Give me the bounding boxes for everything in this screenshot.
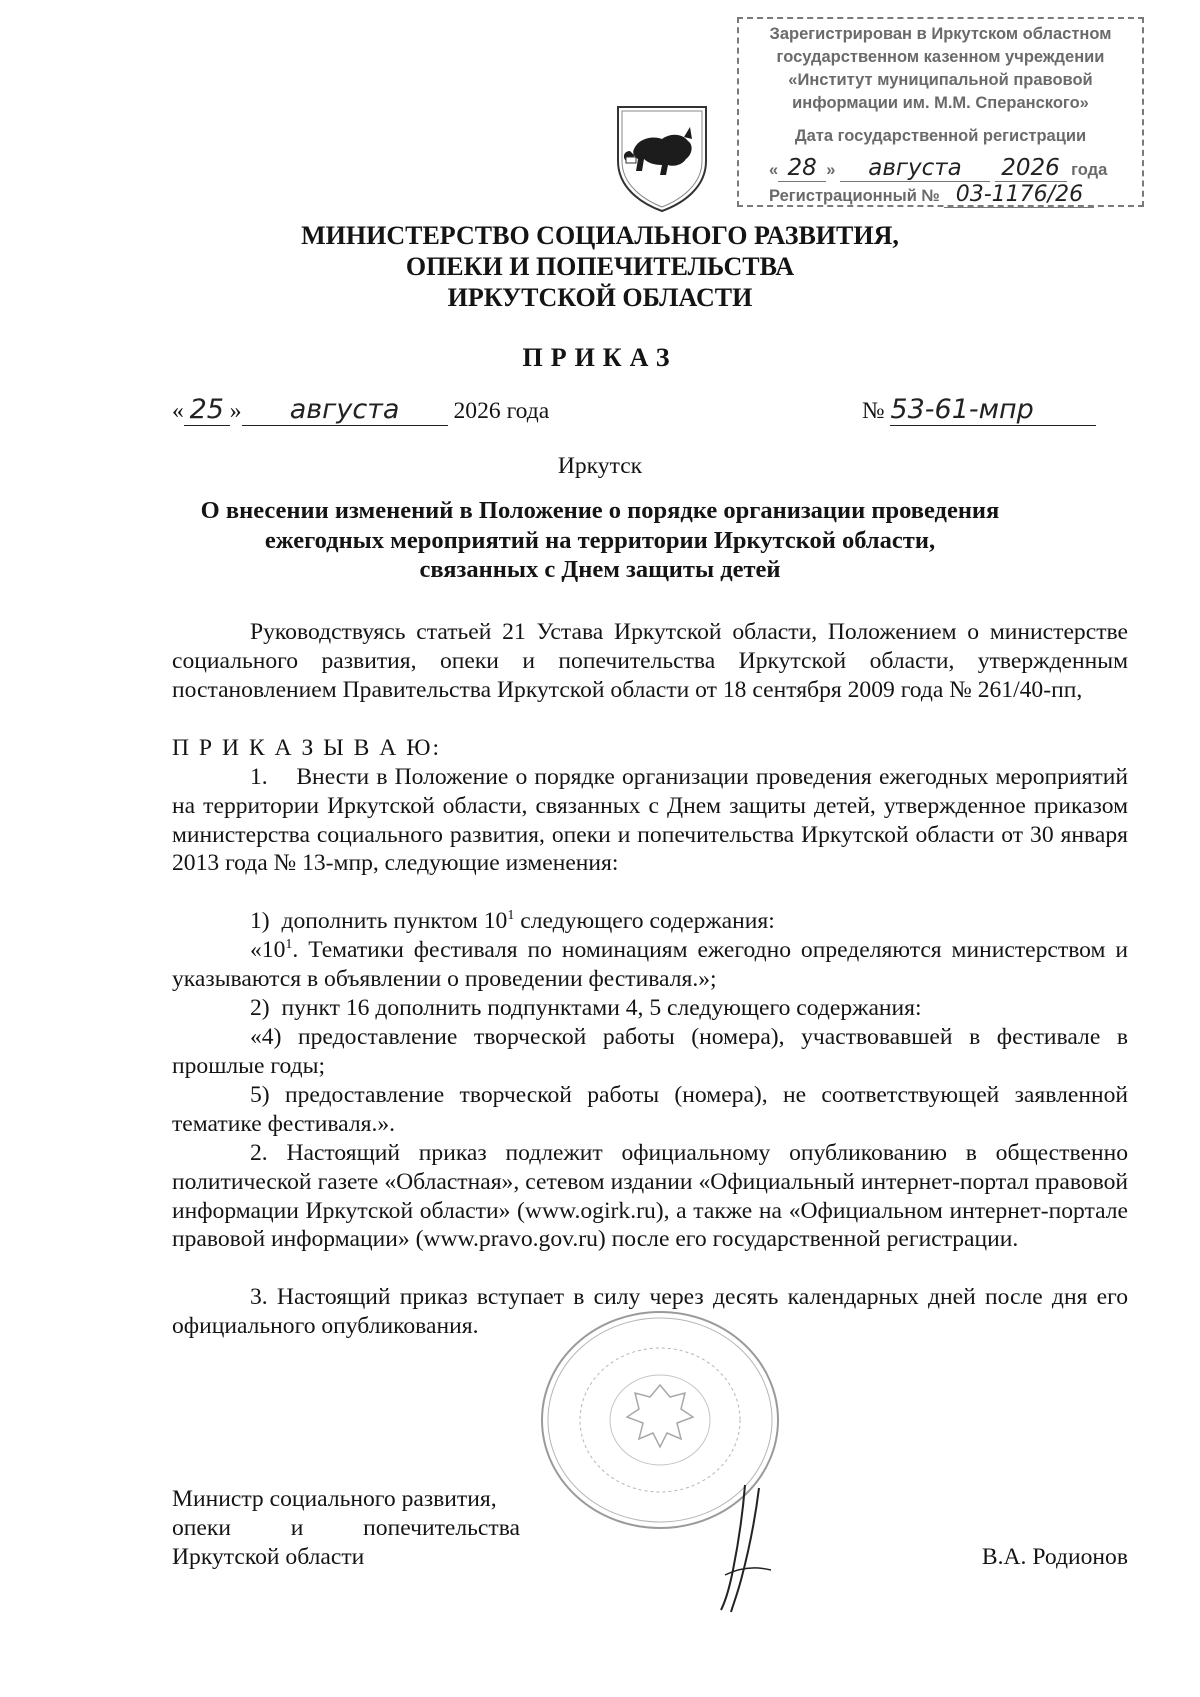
stamp-date-month: августа xyxy=(840,155,990,182)
order-date-day: 25 xyxy=(184,396,230,426)
subitem-2-5: 5) предоставление творческой работы (номера), не соответствующей заявленной тематике фестиваля.». xyxy=(172,1082,1128,1137)
stamp-line: Дата государственной регистрации xyxy=(794,127,1087,145)
stamp-reg-number: 03-1176/26 xyxy=(944,182,1094,208)
subitem-2: 2) пункт 16 дополнить подпунктами 4, 5 следующего содержания: xyxy=(250,995,922,1021)
stamp-date-day: 28 xyxy=(778,155,826,182)
order-date-month: августа xyxy=(242,396,448,426)
stamp-line: информации им. М.М. Сперанского» xyxy=(792,94,1089,112)
subject-line: связанных с Днем защиты детей xyxy=(419,556,781,583)
item-2-paragraph: 2. Настоящий приказ подлежит официальному опубликованию в общественно политической газете «Областная», сетевом издании «Официальный интернет-портал правовой информации Иркутской области» (www.ogirk.ru), а также на «Официальном интернет-портале правовой информации» (www.pravo.gov.ru) после его государственной регистрации. xyxy=(172,1140,1128,1253)
order-date: « 25 » августа 2026 года xyxy=(172,394,550,425)
stamp-date-suffix: года xyxy=(1071,161,1108,179)
stamp-reg-label: Регистрационный № xyxy=(769,187,940,205)
ministry-name-line: МИНИСТЕРСТВО СОЦИАЛЬНОГО РАЗВИТИЯ, xyxy=(301,221,899,250)
subitem-1-text: 1) дополнить пунктом 10 xyxy=(250,908,508,934)
signatory-title-line: опеки и попечительства xyxy=(172,1514,520,1541)
city: Иркутск xyxy=(557,453,643,479)
order-subject xyxy=(0,496,1200,585)
stamp-line: Зарегистрирован в Иркутском областном xyxy=(769,25,1112,43)
signatory-title-line: Иркутской области xyxy=(172,1543,365,1570)
quote-text-end: . Тематики фестиваля по номинациям ежегодно определяются министерством и указываются в объявлении о проведении фестиваля.»; xyxy=(172,937,1128,992)
preamble-paragraph: Руководствуясь статьей 21 Устава Иркутской области, Положением о министерстве социального развития, опеки и попечительства Иркутской области, утвержденным постановлением Правительства Иркутской области от 18 сентября 2009 года № 261/40-пп, xyxy=(172,619,1128,703)
order-word: П Р И К А З Ы В А Ю: xyxy=(172,735,442,761)
stamp-reg-row xyxy=(739,182,1142,208)
registration-stamp xyxy=(737,17,1144,207)
ministry-name-line: ИРКУТСКОЙ ОБЛАСТИ xyxy=(447,283,753,312)
quote-10-1 xyxy=(172,936,1128,994)
ministry-name-line: ОПЕКИ И ПОПЕЧИТЕЛЬСТВА xyxy=(405,252,795,281)
stamp-line: «Институт муниципальной правовой xyxy=(788,71,1093,89)
signatory-title-line: Министр социального развития, xyxy=(172,1486,497,1512)
quote-text: «10 xyxy=(250,937,286,963)
order-number xyxy=(862,396,1142,426)
stamp-line: государственном казенном учреждении xyxy=(776,48,1105,66)
order-date-year: 2026 года xyxy=(453,398,550,424)
coat-of-arms-icon xyxy=(600,103,724,214)
signatory-title xyxy=(172,1485,520,1571)
subject-line: ежегодных мероприятий на территории Иркутской области, xyxy=(264,526,936,554)
item-3-paragraph: 3. Настоящий приказ вступает в силу через десять календарных дней после дня его официального опубликования. xyxy=(172,1284,1128,1339)
stamp-date-year: 2026 xyxy=(995,155,1067,182)
subitem-2-4: «4) предоставление творческой работы (номера), участвовавшей в фестивале в прошлые годы; xyxy=(172,1024,1128,1079)
subitem-1 xyxy=(172,907,1128,936)
stamp-date-row: « 28 » августа 2026 года xyxy=(769,155,1108,181)
handwritten-signature xyxy=(715,1480,795,1615)
subitem-1-text-end: следующего содержания: xyxy=(514,908,775,934)
item-1-paragraph: 1. Внести в Положение о порядке организации проведения ежегодных мероприятий на территории Иркутской области, связанных с Днем защиты детей, утвержденное приказом министерства социального развития, опеки и попечительства Иркутской области от 30 января 2013 года № 13-мпр, следующие изменения: xyxy=(172,764,1128,877)
document-type-title: ПРИКАЗ xyxy=(522,343,678,372)
subject-line: О внесении изменений в Положение о порядке организации проведения xyxy=(200,497,1000,524)
superscript: 1 xyxy=(507,908,515,924)
order-number-label: № xyxy=(862,398,885,424)
superscript: 1 xyxy=(285,937,293,953)
signatory-name: В.А. Родионов xyxy=(981,1544,1128,1570)
order-number-value: 53-61-мпр xyxy=(890,396,1096,426)
